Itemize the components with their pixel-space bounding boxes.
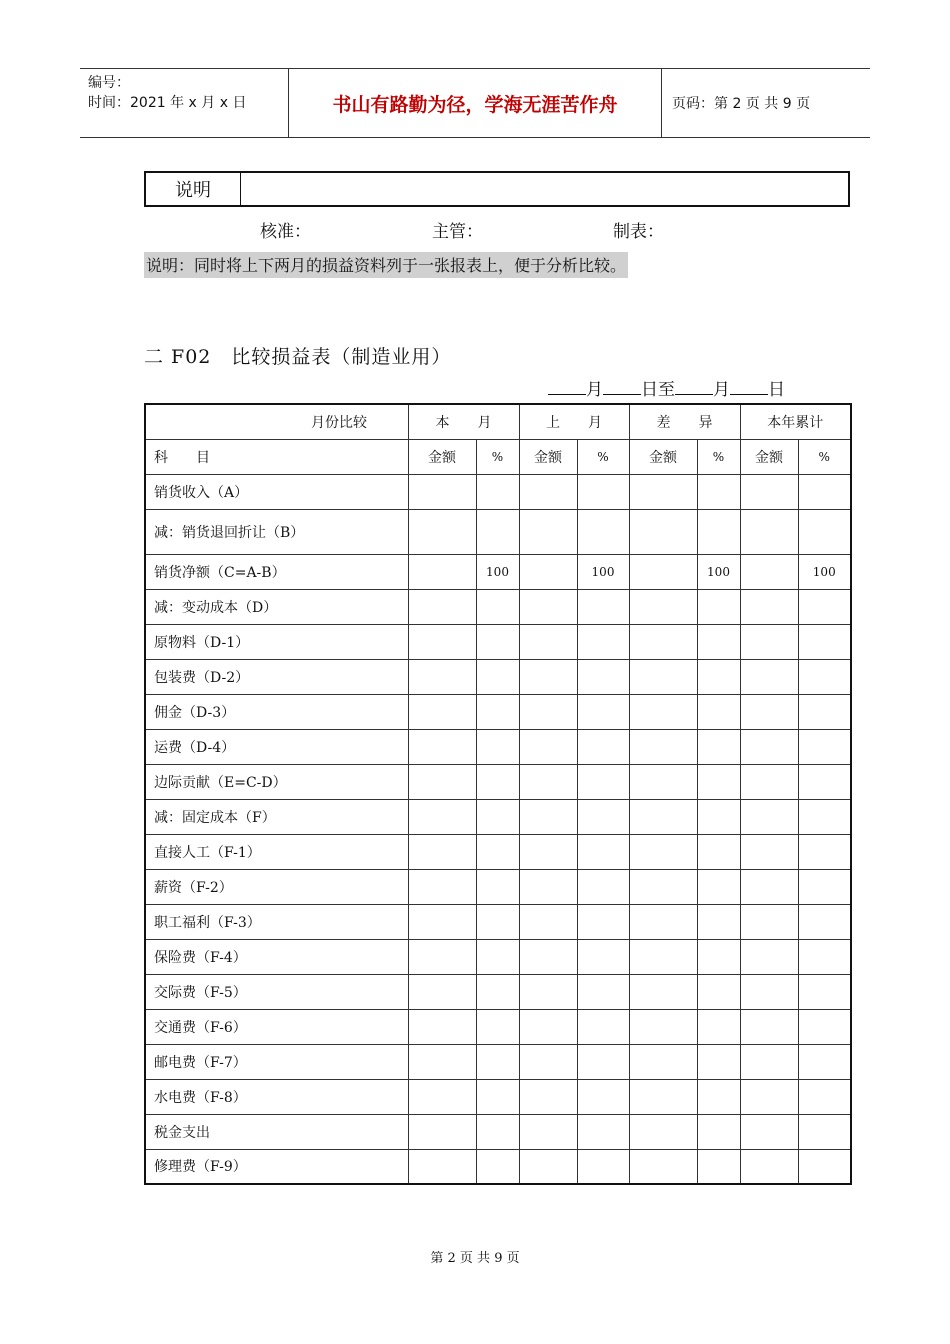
row-label: 修理费（F-9） xyxy=(145,1149,408,1184)
date-day-end: 日 xyxy=(768,380,785,400)
row-label: 职工福利（F-3） xyxy=(145,904,408,939)
amount-cell xyxy=(629,764,697,799)
amount-cell xyxy=(408,939,476,974)
corner-header-bottom: 科 目 xyxy=(145,439,408,474)
amount-cell xyxy=(519,974,577,1009)
row-label: 原物料（D-1） xyxy=(145,624,408,659)
row-label: 销货净额（C=A-B） xyxy=(145,554,408,589)
amount-cell xyxy=(740,1114,798,1149)
page-footer: 第 2 页 共 9 页 xyxy=(430,1251,520,1266)
percent-cell xyxy=(476,1044,519,1079)
amount-cell xyxy=(629,729,697,764)
percent-cell xyxy=(577,869,629,904)
percent-cell xyxy=(697,1044,740,1079)
amount-cell xyxy=(408,904,476,939)
amount-cell xyxy=(740,659,798,694)
amount-cell xyxy=(740,974,798,1009)
percent-cell xyxy=(577,1114,629,1149)
percent-cell xyxy=(697,1149,740,1184)
percent-cell xyxy=(476,1009,519,1044)
amount-cell xyxy=(629,694,697,729)
percent-cell xyxy=(697,1114,740,1149)
note-box-label: 说明 xyxy=(146,173,241,205)
table-row xyxy=(145,624,851,659)
percent-cell xyxy=(577,939,629,974)
percent-cell xyxy=(697,474,740,509)
percent-cell xyxy=(697,764,740,799)
amount-cell xyxy=(629,509,697,554)
row-label: 薪资（F-2） xyxy=(145,869,408,904)
percent-cell xyxy=(697,589,740,624)
row-label: 减：固定成本（F） xyxy=(145,799,408,834)
percent-cell xyxy=(697,509,740,554)
blank-line xyxy=(548,378,586,395)
percent-cell xyxy=(798,624,851,659)
percent-cell xyxy=(697,799,740,834)
document-time-label: 时间：2021 年 x 月 x 日 xyxy=(88,95,247,111)
percent-cell xyxy=(577,729,629,764)
percent-header: % xyxy=(577,439,629,474)
signature-supervisor: 主管： xyxy=(432,222,483,242)
percent-cell xyxy=(476,904,519,939)
amount-cell xyxy=(519,799,577,834)
amount-cell xyxy=(519,509,577,554)
percent-cell xyxy=(798,509,851,554)
amount-cell xyxy=(740,1044,798,1079)
amount-cell xyxy=(408,799,476,834)
percent-cell xyxy=(476,764,519,799)
group-header: 本年累计 xyxy=(740,404,851,439)
percent-cell xyxy=(577,834,629,869)
page-header xyxy=(80,68,870,138)
date-range-line xyxy=(548,375,785,400)
percent-cell xyxy=(476,834,519,869)
amount-cell xyxy=(408,834,476,869)
percent-cell xyxy=(798,764,851,799)
signature-approve: 核准： xyxy=(260,222,311,242)
amount-cell xyxy=(629,1114,697,1149)
percent-cell xyxy=(577,799,629,834)
table-row xyxy=(145,509,851,554)
table-row xyxy=(145,939,851,974)
percent-cell xyxy=(476,509,519,554)
percent-cell xyxy=(697,974,740,1009)
amount-cell xyxy=(740,764,798,799)
header-page-number: 页码：第 2 页 共 9 页 xyxy=(672,96,811,112)
percent-cell xyxy=(577,1044,629,1079)
amount-cell xyxy=(408,869,476,904)
percent-cell xyxy=(476,659,519,694)
percent-cell xyxy=(577,1079,629,1114)
percent-cell xyxy=(476,799,519,834)
percent-cell xyxy=(577,904,629,939)
amount-cell xyxy=(408,589,476,624)
percent-cell: 100 xyxy=(697,554,740,589)
percent-cell xyxy=(697,834,740,869)
amount-cell xyxy=(408,659,476,694)
amount-cell xyxy=(629,939,697,974)
table-row xyxy=(145,834,851,869)
amount-cell xyxy=(519,904,577,939)
table-row xyxy=(145,904,851,939)
table-row xyxy=(145,694,851,729)
amount-cell xyxy=(740,694,798,729)
row-label: 保险费（F-4） xyxy=(145,939,408,974)
amount-cell xyxy=(519,659,577,694)
percent-cell: 100 xyxy=(577,554,629,589)
percent-cell xyxy=(798,1009,851,1044)
amount-cell xyxy=(740,474,798,509)
amount-header: 金额 xyxy=(740,439,798,474)
amount-cell xyxy=(408,474,476,509)
amount-cell xyxy=(519,1079,577,1114)
percent-cell xyxy=(798,939,851,974)
percent-cell xyxy=(577,694,629,729)
table-row xyxy=(145,1009,851,1044)
percent-header: % xyxy=(697,439,740,474)
table-row xyxy=(145,1079,851,1114)
amount-cell xyxy=(629,1079,697,1114)
percent-cell xyxy=(798,474,851,509)
amount-cell xyxy=(629,904,697,939)
amount-cell xyxy=(740,729,798,764)
group-header: 差 异 xyxy=(629,404,740,439)
section-title: 二 F02 比较损益表（制造业用） xyxy=(144,346,452,368)
row-label: 邮电费（F-7） xyxy=(145,1044,408,1079)
row-label: 销货收入（A） xyxy=(145,474,408,509)
row-label: 交通费（F-6） xyxy=(145,1009,408,1044)
date-month-end: 月 xyxy=(713,380,730,400)
row-label: 直接人工（F-1） xyxy=(145,834,408,869)
income-comparison-table xyxy=(144,403,852,1185)
amount-cell xyxy=(519,589,577,624)
amount-cell xyxy=(740,589,798,624)
amount-cell xyxy=(629,554,697,589)
row-label: 运费（D-4） xyxy=(145,729,408,764)
percent-cell xyxy=(577,474,629,509)
table-row xyxy=(145,474,851,509)
row-label: 包装费（D-2） xyxy=(145,659,408,694)
percent-cell xyxy=(697,904,740,939)
amount-cell xyxy=(408,1044,476,1079)
amount-cell xyxy=(740,834,798,869)
blank-line xyxy=(730,378,768,395)
table-row xyxy=(145,554,851,589)
group-header: 上 月 xyxy=(519,404,629,439)
date-month-start: 月 xyxy=(586,380,603,400)
percent-cell xyxy=(798,1044,851,1079)
percent-cell xyxy=(697,1009,740,1044)
amount-cell xyxy=(629,834,697,869)
amount-cell xyxy=(408,764,476,799)
amount-cell xyxy=(519,1044,577,1079)
percent-cell xyxy=(798,834,851,869)
table-row xyxy=(145,729,851,764)
percent-cell xyxy=(476,939,519,974)
percent-cell xyxy=(798,904,851,939)
table-row xyxy=(145,974,851,1009)
percent-cell xyxy=(798,1114,851,1149)
blank-line xyxy=(675,378,713,395)
amount-cell xyxy=(408,624,476,659)
amount-cell xyxy=(740,1009,798,1044)
header-motto: 书山有路勤为径，学海无涯苦作舟 xyxy=(289,69,662,137)
amount-cell xyxy=(408,1114,476,1149)
corner-header-top: 月份比较 xyxy=(145,404,408,439)
percent-cell xyxy=(798,589,851,624)
percent-cell xyxy=(798,869,851,904)
row-label: 税金支出 xyxy=(145,1114,408,1149)
percent-cell xyxy=(577,1149,629,1184)
amount-cell xyxy=(740,1079,798,1114)
document-number-label: 编号： xyxy=(88,75,130,91)
percent-cell xyxy=(798,799,851,834)
amount-cell xyxy=(408,509,476,554)
amount-cell xyxy=(629,869,697,904)
date-day-to: 日至 xyxy=(641,380,675,400)
amount-cell xyxy=(408,974,476,1009)
percent-cell xyxy=(476,869,519,904)
amount-cell xyxy=(519,1149,577,1184)
amount-cell xyxy=(629,1044,697,1079)
amount-cell xyxy=(740,624,798,659)
amount-cell xyxy=(519,729,577,764)
amount-cell xyxy=(629,624,697,659)
percent-cell xyxy=(697,869,740,904)
amount-cell xyxy=(519,554,577,589)
amount-cell xyxy=(740,509,798,554)
percent-cell xyxy=(577,1009,629,1044)
amount-cell xyxy=(408,554,476,589)
amount-cell xyxy=(408,1009,476,1044)
amount-cell xyxy=(408,1079,476,1114)
row-label: 减：变动成本（D） xyxy=(145,589,408,624)
amount-cell xyxy=(519,869,577,904)
table-row xyxy=(145,1114,851,1149)
amount-cell xyxy=(629,974,697,1009)
table-body xyxy=(145,474,851,1184)
amount-cell xyxy=(629,474,697,509)
row-label: 减：销货退回折让（B） xyxy=(145,509,408,554)
percent-cell xyxy=(798,659,851,694)
table-row xyxy=(145,1149,851,1184)
amount-cell xyxy=(519,474,577,509)
amount-cell xyxy=(408,1149,476,1184)
percent-cell xyxy=(476,1079,519,1114)
row-label: 佣金（D-3） xyxy=(145,694,408,729)
percent-cell xyxy=(577,509,629,554)
amount-cell xyxy=(519,1114,577,1149)
percent-cell xyxy=(476,694,519,729)
signature-preparer: 制表： xyxy=(613,222,664,242)
percent-cell xyxy=(476,729,519,764)
percent-cell xyxy=(476,624,519,659)
amount-cell xyxy=(740,939,798,974)
table-row xyxy=(145,799,851,834)
percent-cell xyxy=(697,659,740,694)
percent-cell xyxy=(798,729,851,764)
amount-cell xyxy=(740,904,798,939)
percent-cell xyxy=(577,624,629,659)
amount-cell xyxy=(519,694,577,729)
amount-cell xyxy=(629,799,697,834)
percent-cell xyxy=(697,1079,740,1114)
percent-header: % xyxy=(798,439,851,474)
amount-header: 金额 xyxy=(408,439,476,474)
table-row xyxy=(145,869,851,904)
percent-cell xyxy=(798,974,851,1009)
amount-cell xyxy=(519,939,577,974)
amount-cell xyxy=(408,694,476,729)
percent-cell xyxy=(697,939,740,974)
remark-text: 说明：同时将上下两月的损益资料列于一张报表上，便于分析比较。 xyxy=(144,252,628,278)
amount-cell xyxy=(740,1149,798,1184)
percent-cell xyxy=(577,659,629,694)
percent-header: % xyxy=(476,439,519,474)
amount-cell xyxy=(519,624,577,659)
table-row xyxy=(145,1044,851,1079)
percent-cell xyxy=(476,974,519,1009)
blank-line xyxy=(603,378,641,395)
amount-cell xyxy=(519,764,577,799)
table-row xyxy=(145,659,851,694)
header-meta xyxy=(80,69,289,137)
percent-cell xyxy=(577,974,629,1009)
amount-header: 金额 xyxy=(519,439,577,474)
percent-cell xyxy=(697,624,740,659)
note-box xyxy=(144,171,850,207)
row-label: 水电费（F-8） xyxy=(145,1079,408,1114)
percent-cell xyxy=(476,1114,519,1149)
percent-cell xyxy=(697,694,740,729)
percent-cell xyxy=(577,764,629,799)
percent-cell xyxy=(798,1079,851,1114)
amount-cell xyxy=(740,799,798,834)
amount-cell xyxy=(519,834,577,869)
amount-cell xyxy=(519,1009,577,1044)
percent-cell: 100 xyxy=(476,554,519,589)
percent-cell: 100 xyxy=(798,554,851,589)
percent-cell xyxy=(577,589,629,624)
amount-cell xyxy=(629,1149,697,1184)
percent-cell xyxy=(697,729,740,764)
row-label: 边际贡献（E=C-D） xyxy=(145,764,408,799)
amount-cell xyxy=(408,729,476,764)
percent-cell xyxy=(476,474,519,509)
percent-cell xyxy=(476,1149,519,1184)
percent-cell xyxy=(798,694,851,729)
row-label: 交际费（F-5） xyxy=(145,974,408,1009)
table-row xyxy=(145,764,851,799)
amount-cell xyxy=(629,1009,697,1044)
percent-cell xyxy=(798,1149,851,1184)
group-header: 本 月 xyxy=(408,404,519,439)
amount-header: 金额 xyxy=(629,439,697,474)
amount-cell xyxy=(740,869,798,904)
table-row xyxy=(145,589,851,624)
percent-cell xyxy=(476,589,519,624)
amount-cell xyxy=(740,554,798,589)
amount-cell xyxy=(629,589,697,624)
amount-cell xyxy=(629,659,697,694)
